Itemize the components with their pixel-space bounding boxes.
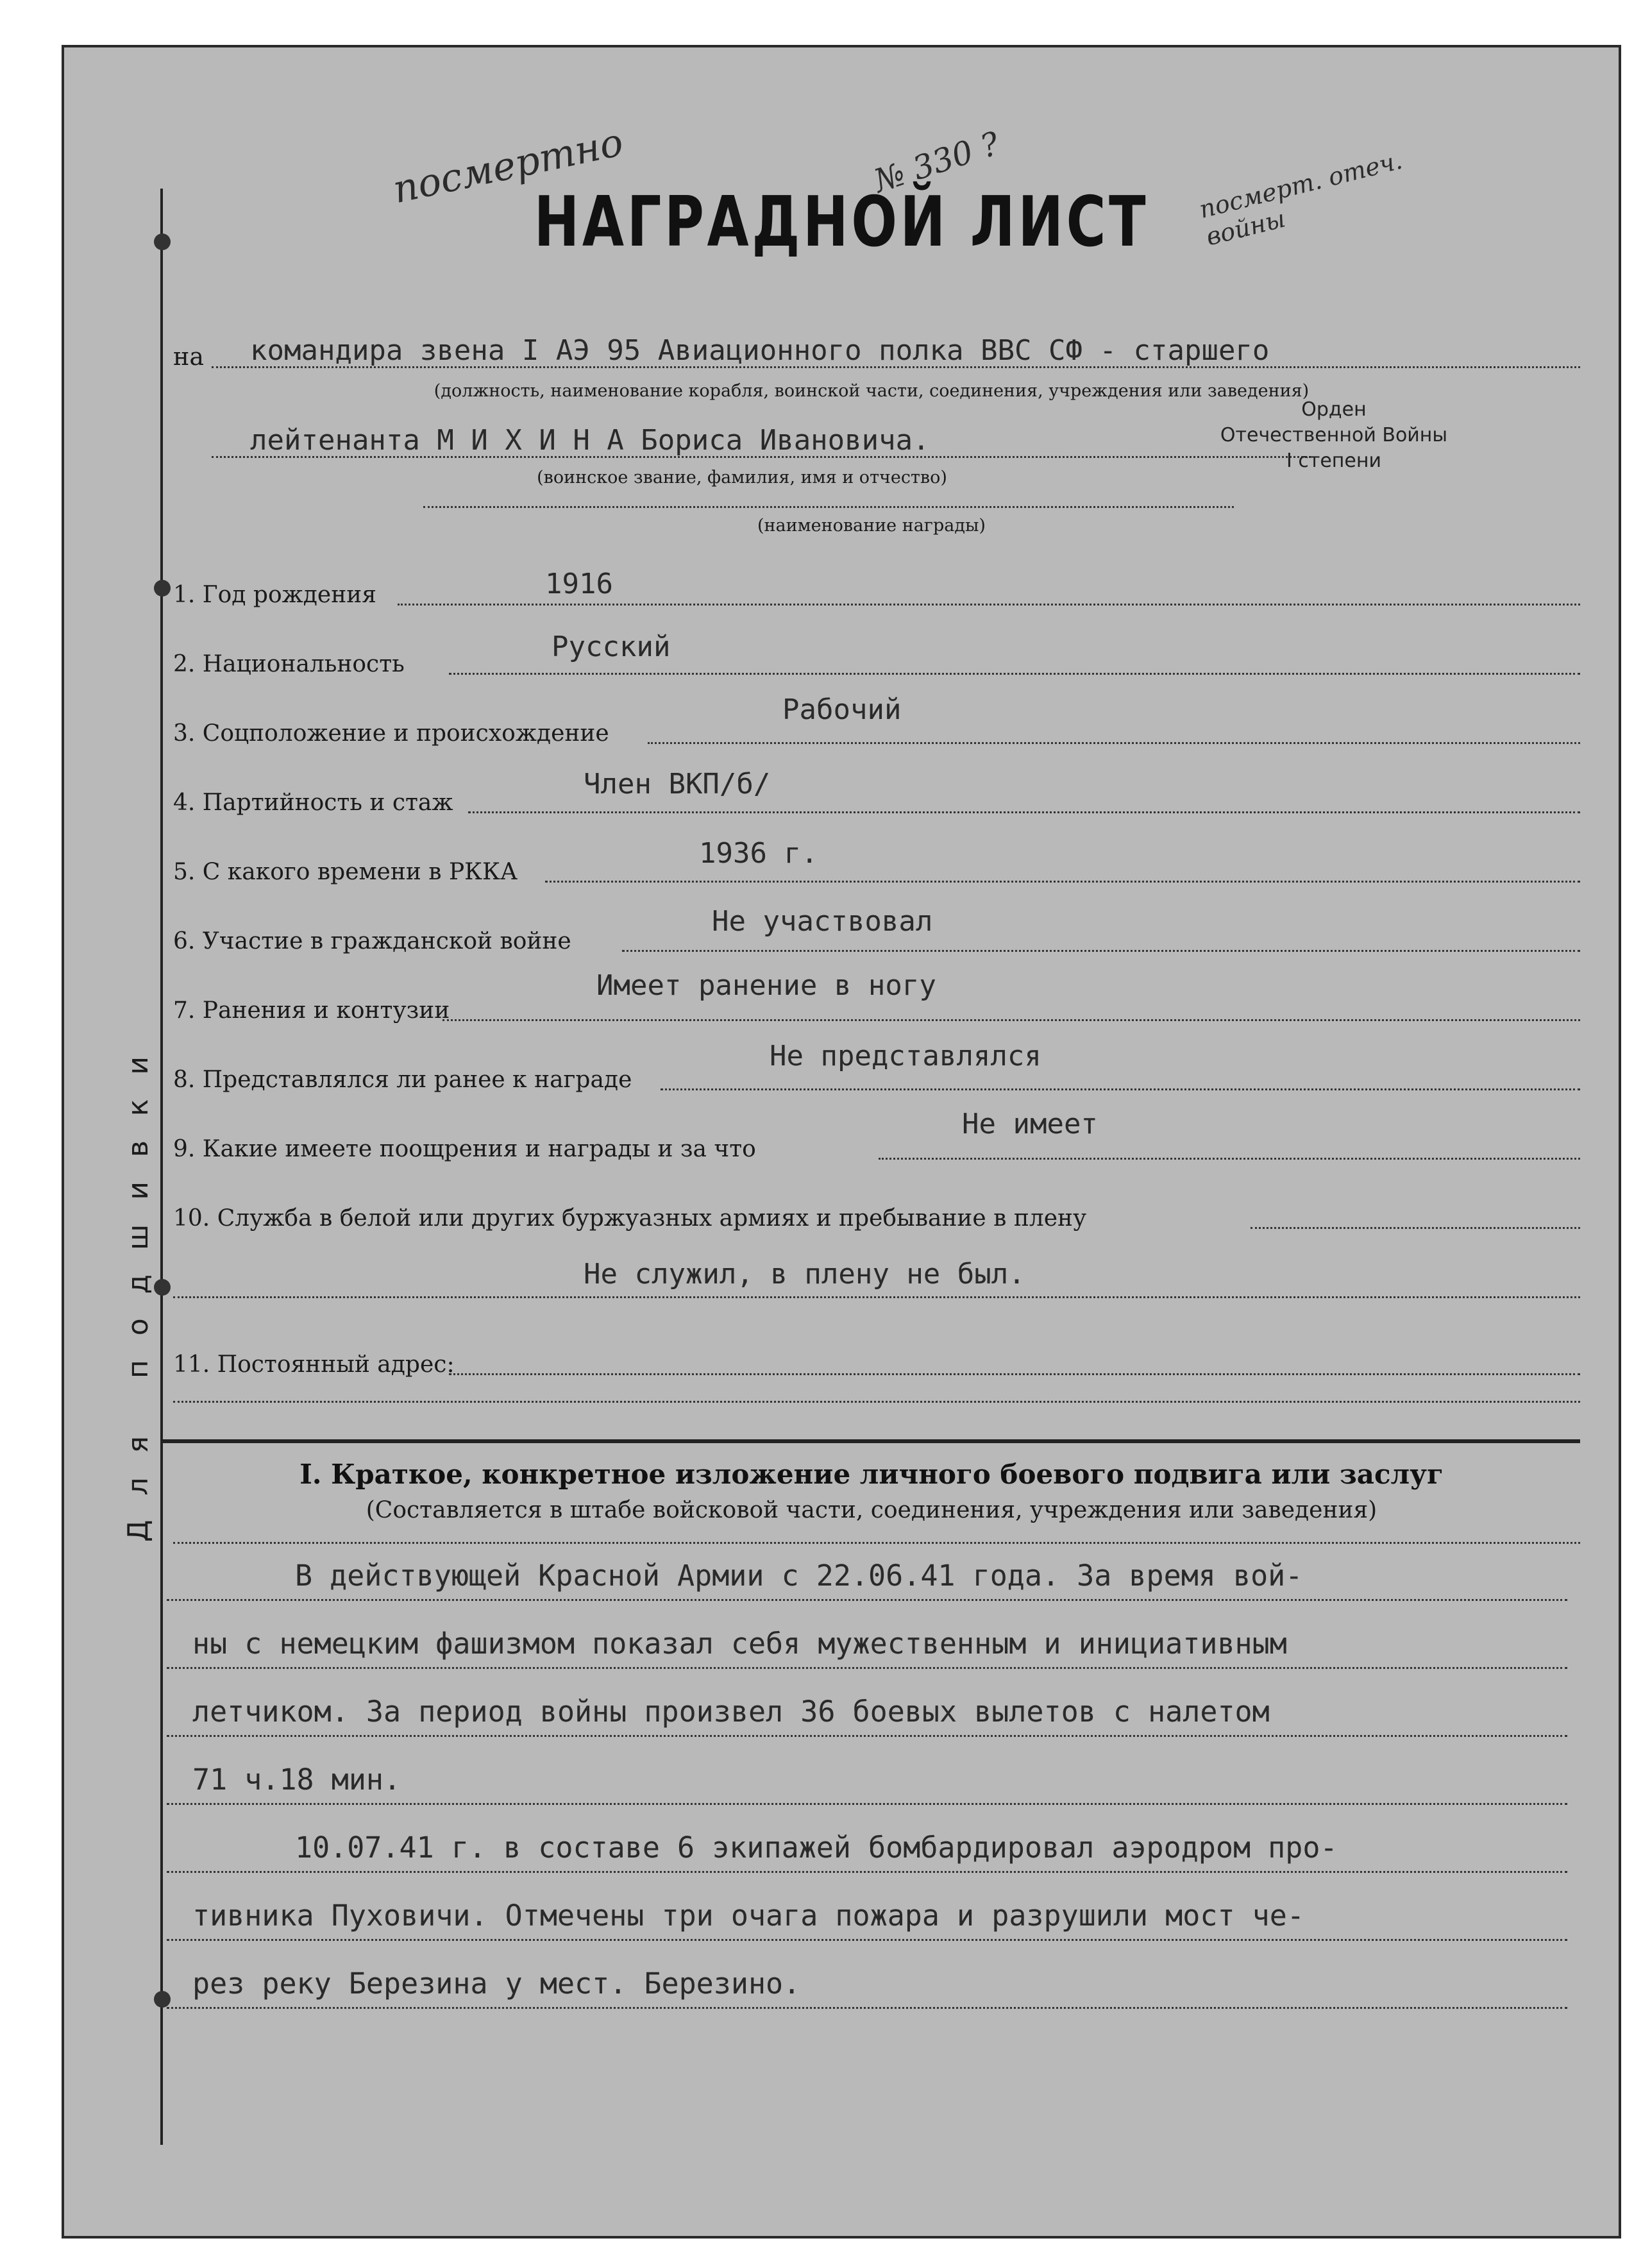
narrative-line: рез реку Березина у мест. Березино. <box>192 1950 1567 2018</box>
field-row <box>173 686 1580 750</box>
address-line <box>173 1401 1580 1403</box>
field-label: 2. Национальность <box>173 651 405 677</box>
binding-hole <box>154 1991 171 2008</box>
binding-hole <box>154 233 171 250</box>
section-divider <box>163 1439 1580 1443</box>
narrative-line: тивника Пуховичи. Отмечены три очага пожара и разрушили мост че- <box>192 1882 1567 1950</box>
narrative-line: 71 ч.18 мин. <box>192 1746 1567 1814</box>
field-row <box>173 617 1580 681</box>
binding-hole <box>154 1279 171 1296</box>
document-title: НАГРАДНОЙ ЛИСТ <box>534 182 1149 262</box>
field-row <box>173 1102 1580 1166</box>
award-sheet <box>62 45 1621 2238</box>
narrative-line: В действующей Красной Армии с 22.06.41 года. За время вой- <box>192 1542 1567 1610</box>
field-value: Не участвовал <box>712 905 933 938</box>
field-value: Русский <box>552 630 671 663</box>
field-row <box>173 756 1580 820</box>
field-value: Не имеет <box>962 1108 1098 1140</box>
field-label: 5. С какого времени в РККА <box>173 859 518 885</box>
field-label: 10. Служба в белой или других буржуазных армиях и пребывание в плену <box>173 1205 1087 1231</box>
field-value: Рабочий <box>782 693 902 726</box>
field-label: 1. Год рождения <box>173 582 376 608</box>
field-label: 11. Постоянный адрес: <box>173 1351 455 1378</box>
field-row-continued <box>173 1240 1580 1305</box>
handwritten-number: № 330 ? <box>869 124 1004 200</box>
field-row <box>173 548 1580 612</box>
field-value: 1916 <box>545 568 613 600</box>
na-label: на <box>173 343 204 371</box>
award-stamp <box>1174 397 1494 474</box>
binding-hole <box>154 580 171 597</box>
field-label: 9. Какие имеете поощрения и награды и за что <box>173 1136 756 1162</box>
award-line <box>423 506 1234 508</box>
stamp-line: Орден <box>1301 398 1367 421</box>
field-label: 3. Соцположение и происхождение <box>173 720 609 747</box>
position-caption: (должность, наименование корабля, воинской части, соединения, учреждения или заведения) <box>434 381 1310 401</box>
section-heading: I. Краткое, конкретное изложение личного боевого подвига или заслуг <box>299 1459 1444 1490</box>
section-subheading: (Составляется в штабе войсковой части, соединения, учреждения или заведения) <box>366 1497 1377 1523</box>
position-row <box>173 304 1580 375</box>
field-row <box>173 894 1580 958</box>
field-row <box>173 825 1580 889</box>
stamp-line: I степени <box>1286 450 1381 472</box>
field-value: Не представлялся <box>770 1040 1041 1072</box>
field-label: 7. Ранения и контузии <box>173 997 450 1024</box>
field-row <box>173 963 1580 1028</box>
field-row <box>173 1033 1580 1097</box>
narrative-line: ны с немецким фашизмом показал себя мужественным и инициативным <box>192 1610 1567 1678</box>
field-row <box>173 1317 1580 1382</box>
field-row <box>173 1171 1580 1235</box>
sewing-margin-label: Для подшивки <box>122 1031 155 1542</box>
field-value: Имеет ранение в ногу <box>596 969 936 1002</box>
narrative-line: летчиком. За период войны произвел 36 боевых вылетов с налетом <box>192 1678 1567 1746</box>
stamp-line: Отечественной Войны <box>1220 424 1448 446</box>
field-label: 6. Участие в гражданской войне <box>173 928 571 954</box>
field-label: 8. Представлялся ли ранее к награде <box>173 1067 632 1093</box>
rank-name-value: лейтенанта М И Х И Н А Бориса Ивановича. <box>250 424 930 457</box>
award-caption: (наименование награды) <box>757 516 986 536</box>
position-value: командира звена I АЭ 95 Авиационного полка ВВС СФ - старшего <box>250 334 1270 367</box>
award-narrative <box>192 1542 1567 2018</box>
rank-name-caption: (воинское звание, фамилия, имя и отчество) <box>537 468 947 487</box>
field-value: 1936 г. <box>699 837 818 870</box>
narrative-line: 10.07.41 г. в составе 6 экипажей бомбардировал аэродром про- <box>192 1814 1567 1882</box>
handwritten-posthumous: посмертно <box>389 119 627 213</box>
field-value: Не служил, в плену не был. <box>584 1258 1025 1291</box>
field-label: 4. Партийность и стаж <box>173 790 453 816</box>
field-value: Член ВКП/б/ <box>584 768 771 800</box>
handwritten-corner-note: посмерт. отеч. войны <box>1196 146 1405 251</box>
margin-line <box>160 189 163 2145</box>
